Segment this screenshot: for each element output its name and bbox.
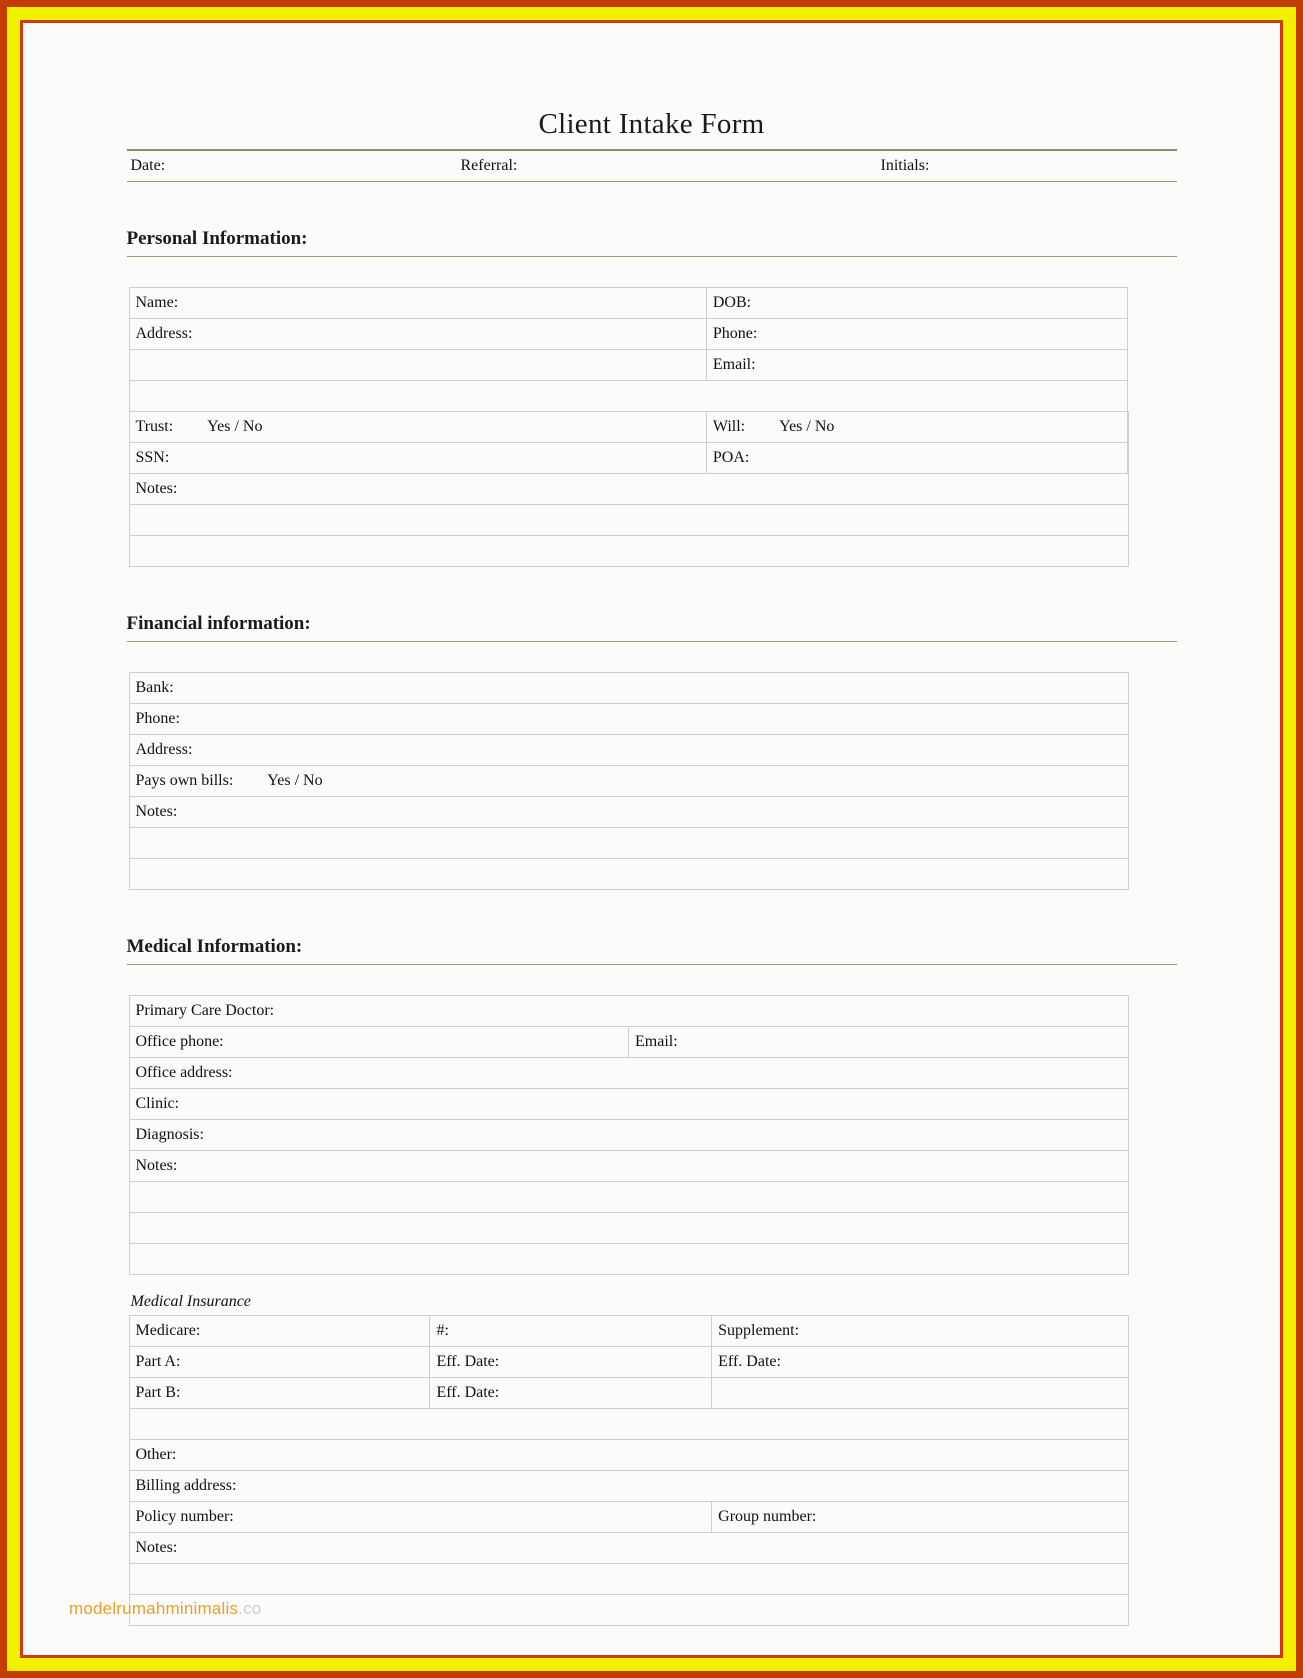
notes-line-medical-3[interactable]: [129, 1244, 1128, 1275]
field-poa[interactable]: POA:: [706, 443, 1128, 474]
table-row[interactable]: [129, 996, 1128, 1027]
table-row[interactable]: [129, 1151, 1128, 1182]
notes-line-personal-2[interactable]: [129, 536, 1128, 567]
table-row[interactable]: [129, 859, 1128, 890]
field-diagnosis[interactable]: Diagnosis:: [129, 1120, 1128, 1151]
table-row[interactable]: [129, 1440, 1128, 1471]
table-row[interactable]: [129, 1533, 1128, 1564]
field-supplement-eff-date[interactable]: Eff. Date:: [712, 1347, 1128, 1378]
personal-information-table: [129, 287, 1129, 567]
table-row[interactable]: [129, 1058, 1128, 1089]
table-row[interactable]: [129, 412, 1128, 443]
table-row[interactable]: [129, 797, 1128, 828]
header-fields-row: [127, 151, 1177, 181]
field-pays-own-bills-label: Pays own bills:: [135, 772, 234, 789]
table-row[interactable]: [129, 1120, 1128, 1151]
header-rule: [127, 181, 1177, 182]
field-pays-own-bills[interactable]: [129, 766, 1128, 797]
field-doctor-email[interactable]: Email:: [629, 1027, 1129, 1058]
table-row-spacer: [129, 1409, 1128, 1440]
field-bank-address[interactable]: Address:: [129, 735, 1128, 766]
notes-line-medical-1[interactable]: [129, 1182, 1128, 1213]
field-dob[interactable]: DOB:: [706, 288, 1128, 319]
table-row[interactable]: [129, 1027, 1128, 1058]
notes-line-insurance-1[interactable]: [129, 1564, 1128, 1595]
document-page: [23, 23, 1280, 1655]
table-row[interactable]: [129, 1213, 1128, 1244]
field-part-b[interactable]: Part B:: [129, 1378, 430, 1409]
field-other-insurance[interactable]: Other:: [129, 1440, 1128, 1471]
section-heading-medical: Medical Information:: [126, 936, 303, 957]
section-rule-medical: [127, 964, 1177, 965]
field-medicare[interactable]: Medicare:: [129, 1316, 430, 1347]
referral-field-label[interactable]: Referral:: [460, 157, 518, 174]
field-billing-address[interactable]: Billing address:: [129, 1471, 1128, 1502]
table-row[interactable]: [129, 1182, 1128, 1213]
field-office-phone[interactable]: Office phone:: [129, 1027, 629, 1058]
table-row[interactable]: [129, 1502, 1128, 1533]
field-part-b-eff-date[interactable]: Eff. Date:: [430, 1378, 712, 1409]
table-row[interactable]: [129, 828, 1128, 859]
watermark-tld: .co: [238, 1599, 262, 1618]
notes-line-financial-1[interactable]: [129, 828, 1128, 859]
watermark-name: modelrumahminimalis: [69, 1599, 239, 1618]
field-trust-yesno[interactable]: Yes / No: [207, 418, 263, 435]
table-row[interactable]: [129, 288, 1128, 319]
field-name[interactable]: Name:: [129, 288, 706, 319]
section-rule-personal: [127, 256, 1177, 257]
field-notes-personal[interactable]: Notes:: [129, 474, 1128, 505]
page-title: Client Intake Form: [538, 108, 765, 140]
table-row[interactable]: [129, 673, 1128, 704]
medical-information-table: [129, 995, 1129, 1275]
financial-information-table: [129, 672, 1129, 890]
table-row[interactable]: [129, 735, 1128, 766]
table-row[interactable]: [129, 1347, 1128, 1378]
table-row[interactable]: [129, 1244, 1128, 1275]
field-part-a[interactable]: Part A:: [129, 1347, 430, 1378]
field-ssn[interactable]: SSN:: [129, 443, 706, 474]
field-clinic[interactable]: Clinic:: [129, 1089, 1128, 1120]
table-row[interactable]: [129, 1564, 1128, 1595]
table-row[interactable]: [129, 505, 1128, 536]
table-row[interactable]: [129, 319, 1128, 350]
table-row[interactable]: [129, 1471, 1128, 1502]
field-office-address[interactable]: Office address:: [129, 1058, 1128, 1089]
section-rule-financial: [127, 641, 1177, 642]
field-supplement[interactable]: Supplement:: [712, 1316, 1128, 1347]
field-policy-number[interactable]: Policy number:: [129, 1502, 712, 1533]
table-row[interactable]: [129, 536, 1128, 567]
table-row[interactable]: [129, 443, 1128, 474]
field-trust[interactable]: [129, 412, 706, 443]
table-row-spacer: [129, 381, 1128, 412]
field-email[interactable]: Email:: [706, 350, 1128, 381]
field-medicare-number[interactable]: #:: [430, 1316, 712, 1347]
initials-field-label[interactable]: Initials:: [880, 157, 930, 174]
notes-line-insurance-2[interactable]: [129, 1595, 1128, 1626]
field-address[interactable]: Address:: [129, 319, 706, 350]
document-body: [127, 23, 1177, 1646]
field-part-a-eff-date[interactable]: Eff. Date:: [430, 1347, 712, 1378]
notes-line-personal-1[interactable]: [129, 505, 1128, 536]
table-row[interactable]: [129, 1089, 1128, 1120]
field-address-line2[interactable]: [129, 350, 706, 381]
subsection-label-medical-insurance: Medical Insurance: [130, 1293, 251, 1310]
field-will-label: Will:: [712, 418, 746, 435]
blank-cell[interactable]: [129, 1409, 1128, 1440]
field-group-number[interactable]: Group number:: [712, 1502, 1128, 1533]
field-bank-phone[interactable]: Phone:: [129, 704, 1128, 735]
section-heading-personal: Personal Information:: [126, 228, 308, 249]
table-row[interactable]: [129, 474, 1128, 505]
decorative-inner-border: [20, 20, 1283, 1658]
table-row[interactable]: [129, 766, 1128, 797]
table-row[interactable]: [129, 350, 1128, 381]
medical-insurance-table: [129, 1315, 1129, 1626]
notes-line-medical-2[interactable]: [129, 1213, 1128, 1244]
watermark: [69, 1599, 261, 1619]
blank-cell[interactable]: [712, 1378, 1128, 1409]
field-pays-own-bills-yesno[interactable]: Yes / No: [267, 772, 323, 789]
field-phone[interactable]: Phone:: [706, 319, 1128, 350]
notes-line-financial-2[interactable]: [129, 859, 1128, 890]
table-row[interactable]: [129, 704, 1128, 735]
blank-cell[interactable]: [129, 381, 1128, 412]
field-notes-financial[interactable]: Notes:: [129, 797, 1128, 828]
field-will-yesno[interactable]: Yes / No: [779, 418, 835, 435]
table-row[interactable]: [129, 1595, 1128, 1626]
field-notes-medical[interactable]: Notes:: [129, 1151, 1128, 1182]
date-field-label[interactable]: Date:: [130, 157, 166, 174]
table-row[interactable]: [129, 1316, 1128, 1347]
field-primary-care-doctor[interactable]: Primary Care Doctor:: [129, 996, 1128, 1027]
field-trust-label: Trust:: [135, 418, 174, 435]
field-bank[interactable]: Bank:: [129, 673, 1128, 704]
section-heading-financial: Financial information:: [126, 613, 311, 634]
field-notes-insurance[interactable]: Notes:: [129, 1533, 1128, 1564]
field-will[interactable]: [706, 412, 1128, 443]
table-row[interactable]: [129, 1378, 1128, 1409]
